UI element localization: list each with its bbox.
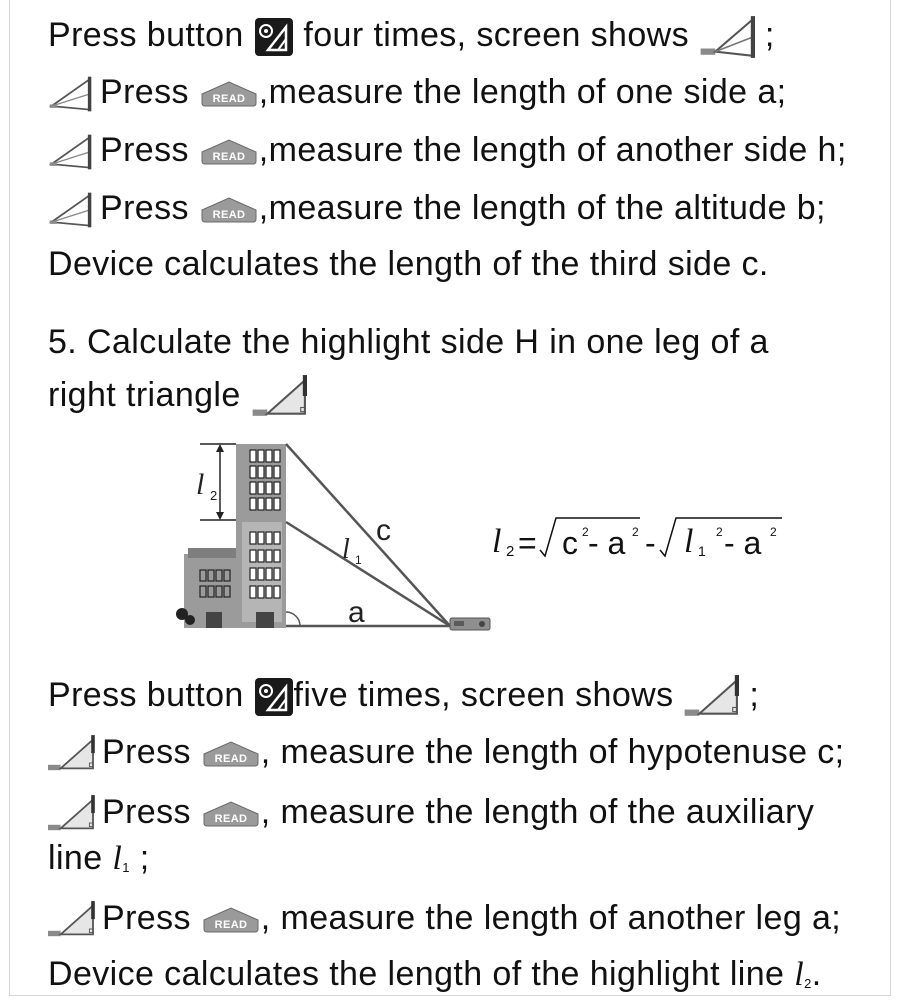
- aux-line-tail: ;: [139, 839, 150, 877]
- function-mode-icon: [254, 677, 294, 717]
- label-l1: l: [342, 534, 350, 565]
- right-triangle-icon: [683, 674, 749, 720]
- section4-step-3: [48, 188, 826, 231]
- aux-line-text: line: [48, 839, 103, 877]
- result-tail: .: [811, 955, 822, 993]
- read-button-icon: [201, 801, 261, 827]
- triangle-step-icon: [48, 73, 100, 115]
- formula-minus-a: - a: [588, 525, 626, 561]
- step-text: , measure the length of hypotenuse c;: [260, 733, 845, 771]
- heading-text: right triangle: [48, 375, 241, 414]
- label-l2: l: [196, 468, 205, 501]
- label-l1-sub: 1: [355, 553, 362, 567]
- formula-l1-sub: 1: [698, 543, 706, 559]
- step-text: ,measure the length of one side a;: [258, 73, 787, 111]
- section5-step-3: [48, 898, 841, 942]
- function-mode-icon: [254, 17, 294, 57]
- label-l2-sub: 2: [210, 488, 218, 503]
- formula-c-exp: 2: [582, 525, 589, 539]
- formula-c: c: [562, 525, 578, 561]
- step-text: , measure the length of the auxiliary: [260, 793, 815, 831]
- section5-step-1: [48, 732, 845, 776]
- l1-symbol: $l_1$: [112, 840, 130, 877]
- triangle-step-icon: [48, 131, 100, 173]
- l2-dimension: [200, 444, 236, 520]
- step-press-label: Press: [100, 73, 189, 111]
- label-c: c: [376, 514, 391, 547]
- formula-l1: l: [684, 523, 694, 560]
- label-a: a: [348, 596, 365, 629]
- section5-step-2: [48, 792, 814, 836]
- right-triangle-icon: [251, 374, 317, 420]
- intro-text-middle: four times, screen shows: [303, 15, 690, 54]
- right-triangle-step-icon: [48, 732, 102, 776]
- small-building: [176, 548, 238, 628]
- step-text: ,measure the length of another side h;: [258, 131, 847, 169]
- triangle-step-icon: [48, 189, 100, 231]
- laser-device-icon: [450, 618, 490, 630]
- formula-lhs: l: [492, 523, 502, 560]
- formula-a-exp: 2: [632, 525, 639, 539]
- intro-text-middle: five times, screen shows: [293, 675, 674, 714]
- read-button-icon: [201, 741, 261, 767]
- section4-step-1: [48, 72, 787, 115]
- auxiliary-line: [286, 522, 450, 626]
- formula-lhs-sub: 2: [506, 543, 515, 560]
- step-press-label: Press: [102, 793, 191, 831]
- step-text: , measure the length of another leg a;: [260, 899, 842, 937]
- section4-result: Device calculates the length of the third side c.: [48, 245, 769, 283]
- l1-sub: 1: [122, 860, 130, 875]
- formula: [490, 508, 790, 568]
- hypotenuse-line: [286, 444, 450, 626]
- section4-step-2: [48, 130, 847, 173]
- section5-aux-line: [48, 838, 150, 888]
- step-press-label: Press: [102, 899, 191, 937]
- right-triangle-step-icon: [48, 898, 102, 942]
- intro-text-before: Press button: [48, 15, 244, 54]
- intro-text-before: Press button: [48, 675, 244, 714]
- formula-minus-a-2: - a: [724, 525, 762, 561]
- step-press-label: Press: [100, 189, 189, 227]
- read-button-icon: [199, 139, 259, 165]
- formula-l1-exp: 2: [716, 525, 723, 539]
- step-text: ,measure the length of the altitude b;: [258, 189, 826, 227]
- building-triangle-diagram: [170, 436, 500, 636]
- step-press-label: Press: [102, 733, 191, 771]
- formula-a-exp-2: 2: [770, 525, 777, 539]
- step-press-label: Press: [100, 131, 189, 169]
- l2-symbol: $l_2$: [794, 956, 812, 993]
- section4-intro: [48, 14, 775, 60]
- tall-building: [236, 444, 286, 628]
- intro-text-after: ;: [764, 15, 775, 54]
- intro-text-after: ;: [749, 675, 760, 714]
- section5-heading: 5. Calculate the highlight side H in one leg of a: [48, 323, 769, 361]
- formula-equals: =: [518, 525, 537, 561]
- read-button-icon: [201, 907, 261, 933]
- result-text: Device calculates the length of the highlight line: [48, 955, 785, 993]
- right-angle-mark: [286, 612, 300, 626]
- triangle-mode-icon: [699, 14, 765, 60]
- section5-heading-line2: [48, 374, 317, 420]
- read-button-icon: [199, 81, 259, 107]
- read-button-icon: [199, 197, 259, 223]
- right-triangle-step-icon: [48, 792, 102, 836]
- section5-intro: [48, 674, 759, 720]
- l2-sub: 2: [804, 976, 812, 991]
- formula-minus: -: [645, 525, 656, 561]
